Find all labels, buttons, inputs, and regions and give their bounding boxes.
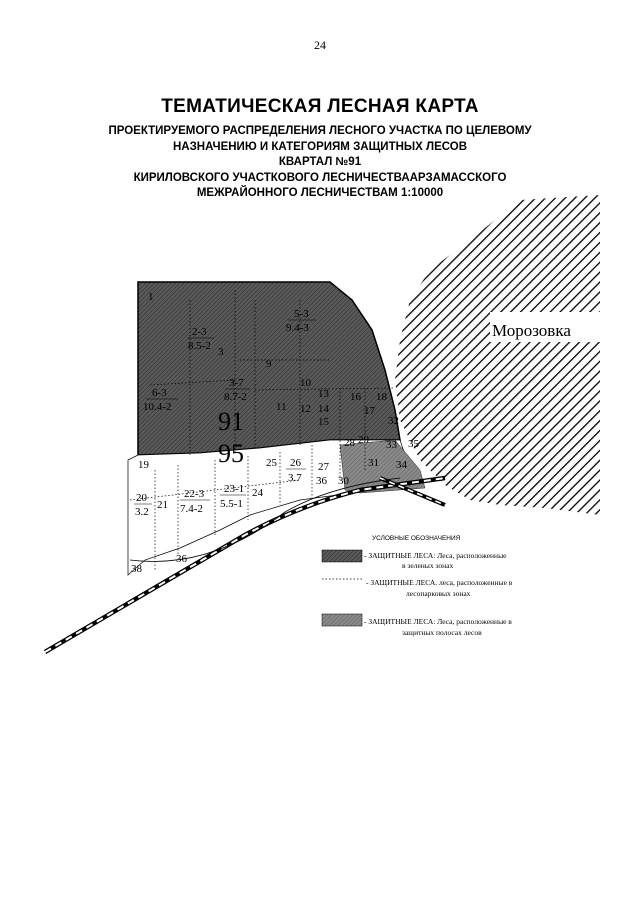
plot-label-8: 10 — [300, 377, 311, 389]
village-area — [395, 195, 600, 515]
subtitle-line-4: КИРИЛОВСКОГО УЧАСТКОВОГО ЛЕСНИЧЕСТВААРЗАМАССКОГО — [133, 171, 507, 184]
quarter-label-91: 91 — [218, 407, 244, 436]
plot-label-20-sub: 7.4-2 — [180, 503, 203, 515]
subtitle-line-2: НАЗНАЧЕНИЮ И КАТЕГОРИЯМ ЗАЩИТНЫХ ЛЕСОВ — [172, 140, 468, 153]
subtitle-line-1: ПРОЕКТИРУЕМОГО РАСПРЕДЕЛЕНИЯ ЛЕСНОГО УЧАСТКА ПО ЦЕЛЕВОМУ — [108, 125, 532, 137]
subtitle-line-5: МЕЖРАЙОННОГО ЛЕСНИЧЕСТВАМ 1:10000 — [196, 187, 444, 199]
legend-item-1-line-2: в зеленых зонах — [402, 561, 454, 570]
legend — [322, 535, 513, 637]
legend-item-2-line-2: лесопарковых зонах — [406, 589, 471, 598]
plot-label-25: 27 — [318, 461, 329, 473]
plot-label-2: 2-3 — [192, 326, 207, 338]
plot-label-5: 3-7 — [229, 377, 244, 389]
plot-label-17: 19 — [138, 459, 149, 471]
subtitle-line-3: КВАРТАЛ №91 — [278, 156, 362, 168]
plot-label-23: 25 — [266, 457, 277, 469]
plot-label-26: 28 — [344, 437, 355, 449]
plot-label-5-sub: 8.7-2 — [224, 391, 247, 403]
plot-label-19: 21 — [157, 499, 168, 511]
plot-label-30: 32 — [388, 415, 399, 427]
plot-label-22: 24 — [252, 487, 263, 499]
plot-label-28: 30 — [338, 475, 349, 487]
plot-label-16: 18 — [376, 391, 387, 403]
page-number: 24 — [314, 38, 326, 52]
plot-label-20: 22-3 — [184, 488, 205, 500]
plot-label-31: 33 — [386, 439, 397, 451]
legend-item-1-line-1: - ЗАЩИТНЫЕ ЛЕСА: Леса, расположенные — [364, 551, 507, 560]
plot-label-24-sub: 3.7 — [288, 472, 302, 484]
plot-label-3-sub: 9.4-3 — [286, 322, 309, 334]
plot-label-21-sub: 5.5-1 — [220, 498, 243, 510]
plot-label-24: 26 — [290, 457, 301, 469]
plot-label-21: 23-1 — [224, 483, 245, 495]
legend-swatch-green-zones — [322, 550, 362, 562]
plot-label-1: 1 — [148, 291, 154, 303]
plot-label-33: 35 — [408, 438, 419, 450]
plot-label-14: 16 — [350, 391, 361, 403]
plot-label-13: 15 — [318, 416, 329, 428]
legend-item-2-line-1: - ЗАЩИТНЫЕ ЛЕСА. леса, расположенные в — [366, 578, 513, 587]
plot-label-7: 9 — [266, 358, 272, 370]
plot-label-4: 3 — [218, 346, 224, 358]
plot-label-18-sub: 3.2 — [135, 506, 149, 518]
plot-label-36: 38 — [131, 563, 142, 575]
plot-label-32: 34 — [396, 459, 407, 471]
plot-label-35: 36 — [176, 553, 187, 565]
plot-label-6-sub: 10.4-2 — [143, 401, 172, 413]
plot-label-11: 13 — [318, 388, 329, 400]
plot-label-3: 5-3 — [294, 308, 309, 320]
map-title: ТЕМАТИЧЕСКАЯ ЛЕСНАЯ КАРТА — [161, 96, 479, 117]
village-label: Морозовка — [492, 321, 571, 340]
plot-label-6: 6-3 — [152, 387, 167, 399]
plot-label-29: 31 — [368, 457, 379, 469]
quarter-label-95: 95 — [218, 439, 244, 468]
plot-label-9: 11 — [276, 401, 287, 413]
plot-label-34: 36 — [316, 475, 327, 487]
plot-label-2-sub: 8.5-2 — [188, 340, 211, 352]
legend-heading: УСЛОВНЫЕ ОБОЗНАЧЕНИЯ — [372, 535, 461, 542]
plot-label-27: 29 — [358, 434, 369, 446]
plot-label-12: 14 — [318, 403, 329, 415]
legend-swatch-protective-strips — [322, 614, 362, 626]
plot-label-18: 20 — [136, 492, 147, 504]
legend-item-3-line-1: - ЗАЩИТНЫЕ ЛЕСА: Леса, расположенные в — [364, 617, 512, 626]
plot-label-15: 17 — [364, 405, 375, 417]
plot-label-10: 12 — [300, 403, 311, 415]
legend-item-3-line-2: защитных полосах лесов — [402, 628, 482, 637]
